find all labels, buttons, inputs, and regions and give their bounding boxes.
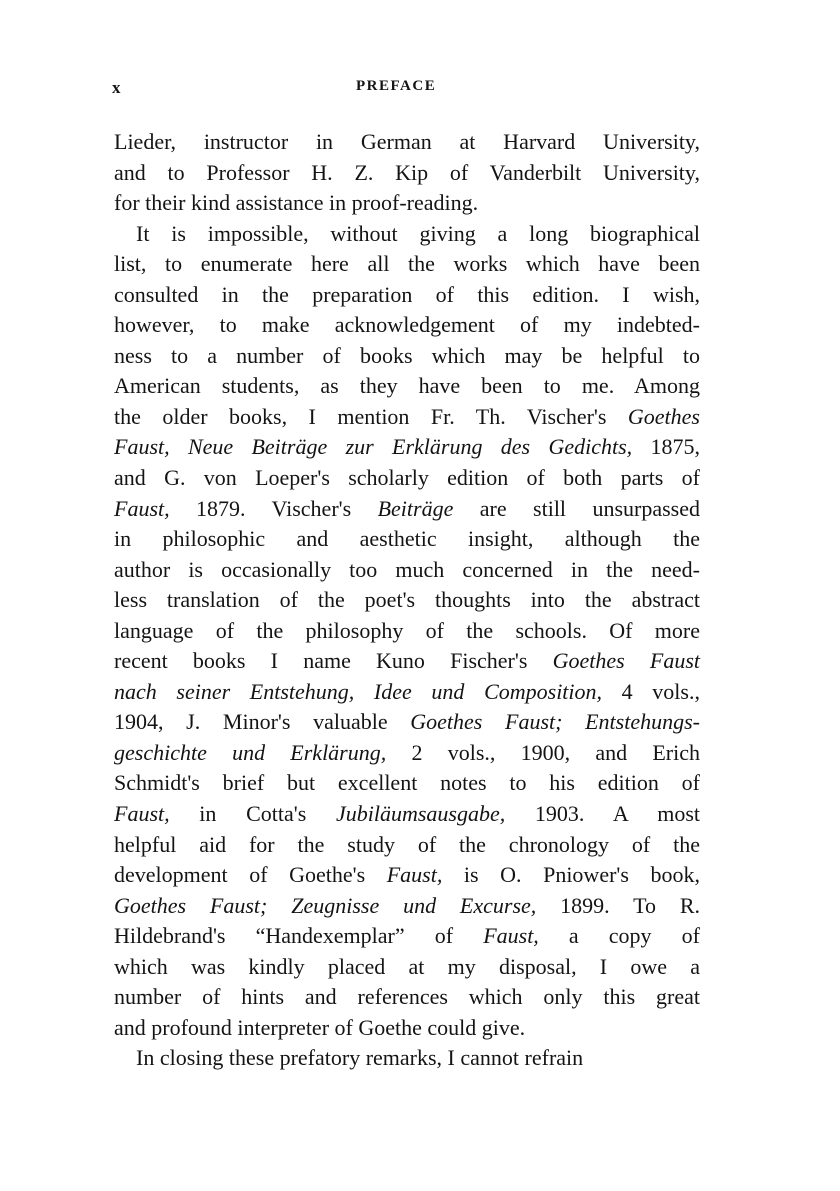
text-line: [114, 463, 700, 494]
italic-title: Beiträge: [377, 495, 454, 521]
italic-title: Jubiläumsausgabe,: [335, 801, 506, 827]
text-run: author is occasionally too much concerned in the need-: [114, 556, 700, 582]
text-run: is O. Pniower's book,: [442, 862, 700, 888]
text-run: for their kind assistance in proof-reading.: [114, 190, 479, 216]
italic-title: Faust,: [114, 801, 170, 827]
text-run: and G. von Loeper's scholarly edition of both parts of: [114, 465, 700, 491]
italic-title: Goethes: [627, 403, 700, 429]
text-run: Schmidt's brief but excellent notes to his edition of: [114, 770, 700, 796]
page-number: x: [112, 78, 122, 97]
text-line: [114, 158, 700, 189]
text-line: [114, 891, 700, 922]
text-line: [114, 524, 700, 555]
text-run: however, to make acknowledgement of my indebted-: [114, 312, 700, 338]
text-line: [114, 616, 700, 647]
text-line: [114, 494, 700, 525]
text-run: In closing these prefatory remarks, I cannot refrain: [136, 1045, 584, 1071]
text-run: Lieder, instructor in German at Harvard University,: [114, 129, 700, 154]
italic-title: Faust,: [386, 862, 443, 888]
paragraph: [114, 1043, 700, 1074]
text-line: [114, 952, 700, 983]
text-line: [114, 310, 700, 341]
text-line: [114, 677, 700, 708]
text-run: less translation of the poet's thoughts into the abstract: [114, 587, 700, 613]
running-head-title: PREFACE: [356, 78, 437, 94]
italic-title: Faust,: [483, 923, 539, 949]
text-line: [114, 1043, 700, 1074]
text-line: [114, 768, 700, 799]
text-run: Hildebrand's “Handexemplar” of: [114, 923, 484, 949]
text-run: and to Professor H. Z. Kip of Vanderbilt University,: [114, 159, 700, 185]
text-run: 1879. Vischer's: [169, 495, 378, 521]
text-run: and profound interpreter of Goethe could give.: [114, 1014, 526, 1040]
text-run: American students, as they have been to me. Among: [114, 373, 700, 399]
italic-title: Goethes Faust; Entstehungs-: [410, 709, 700, 735]
text-line: [114, 402, 700, 433]
text-run: recent books I name Kuno Fischer's: [114, 648, 553, 674]
text-run: 1903. A most: [505, 801, 700, 827]
text-line: [114, 341, 700, 372]
text-line: [114, 555, 700, 586]
text-line: [114, 707, 700, 738]
text-run: development of Goethe's: [114, 862, 387, 888]
text-run: 1899. To R.: [536, 892, 700, 918]
italic-title: Goethes Faust: [552, 648, 700, 674]
text-run: helpful aid for the study of the chronology of the: [114, 831, 700, 857]
text-run: are still unsurpassed: [453, 495, 701, 521]
paragraph: [114, 127, 700, 219]
text-line: [114, 799, 700, 830]
italic-title: Goethes Faust; Zeugnisse und Excurse,: [114, 892, 537, 918]
text-run: 1875,: [632, 434, 700, 460]
text-run: language of the philosophy of the schools. Of more: [114, 617, 700, 643]
text-run: number of hints and references which only this great: [114, 984, 700, 1010]
text-line: [114, 921, 700, 952]
text-line: [114, 830, 700, 861]
text-line: [114, 646, 700, 677]
running-head: [112, 78, 697, 102]
text-line: [114, 1013, 700, 1044]
text-line: [114, 432, 700, 463]
italic-title: Faust, Neue Beiträge zur Erklärung des Gedichts,: [114, 434, 633, 460]
italic-title: geschichte und Erklärung,: [114, 739, 387, 765]
italic-title: nach seiner Entstehung, Idee und Composition,: [114, 678, 603, 704]
text-run: list, to enumerate here all the works which have been: [114, 251, 700, 277]
text-run: in philosophic and aesthetic insight, although the: [114, 526, 700, 552]
text-run: in Cotta's: [169, 801, 336, 827]
text-run: which was kindly placed at my disposal, I owe a: [114, 953, 700, 979]
text-line: [114, 188, 700, 219]
text-run: It is impossible, without giving a long biographical: [136, 220, 700, 246]
text-run: consulted in the preparation of this edition. I wish,: [114, 281, 700, 307]
text-line: [114, 982, 700, 1013]
text-line: [114, 860, 700, 891]
text-run: a copy of: [538, 923, 700, 949]
text-line: [114, 371, 700, 402]
body-text: [114, 127, 700, 1074]
text-run: 1904, J. Minor's valuable: [114, 709, 411, 735]
text-run: the older books, I mention Fr. Th. Vischer's: [114, 403, 628, 429]
text-line: [114, 585, 700, 616]
text-run: 4 vols.,: [602, 678, 700, 704]
text-line: [114, 249, 700, 280]
text-run: 2 vols., 1900, and Erich: [386, 739, 700, 765]
text-line: [114, 127, 700, 158]
text-line: [114, 738, 700, 769]
text-line: [114, 219, 700, 250]
text-line: [114, 280, 700, 311]
text-run: ness to a number of books which may be helpful to: [114, 342, 700, 368]
italic-title: Faust,: [114, 495, 170, 521]
paragraph: [114, 219, 700, 1044]
